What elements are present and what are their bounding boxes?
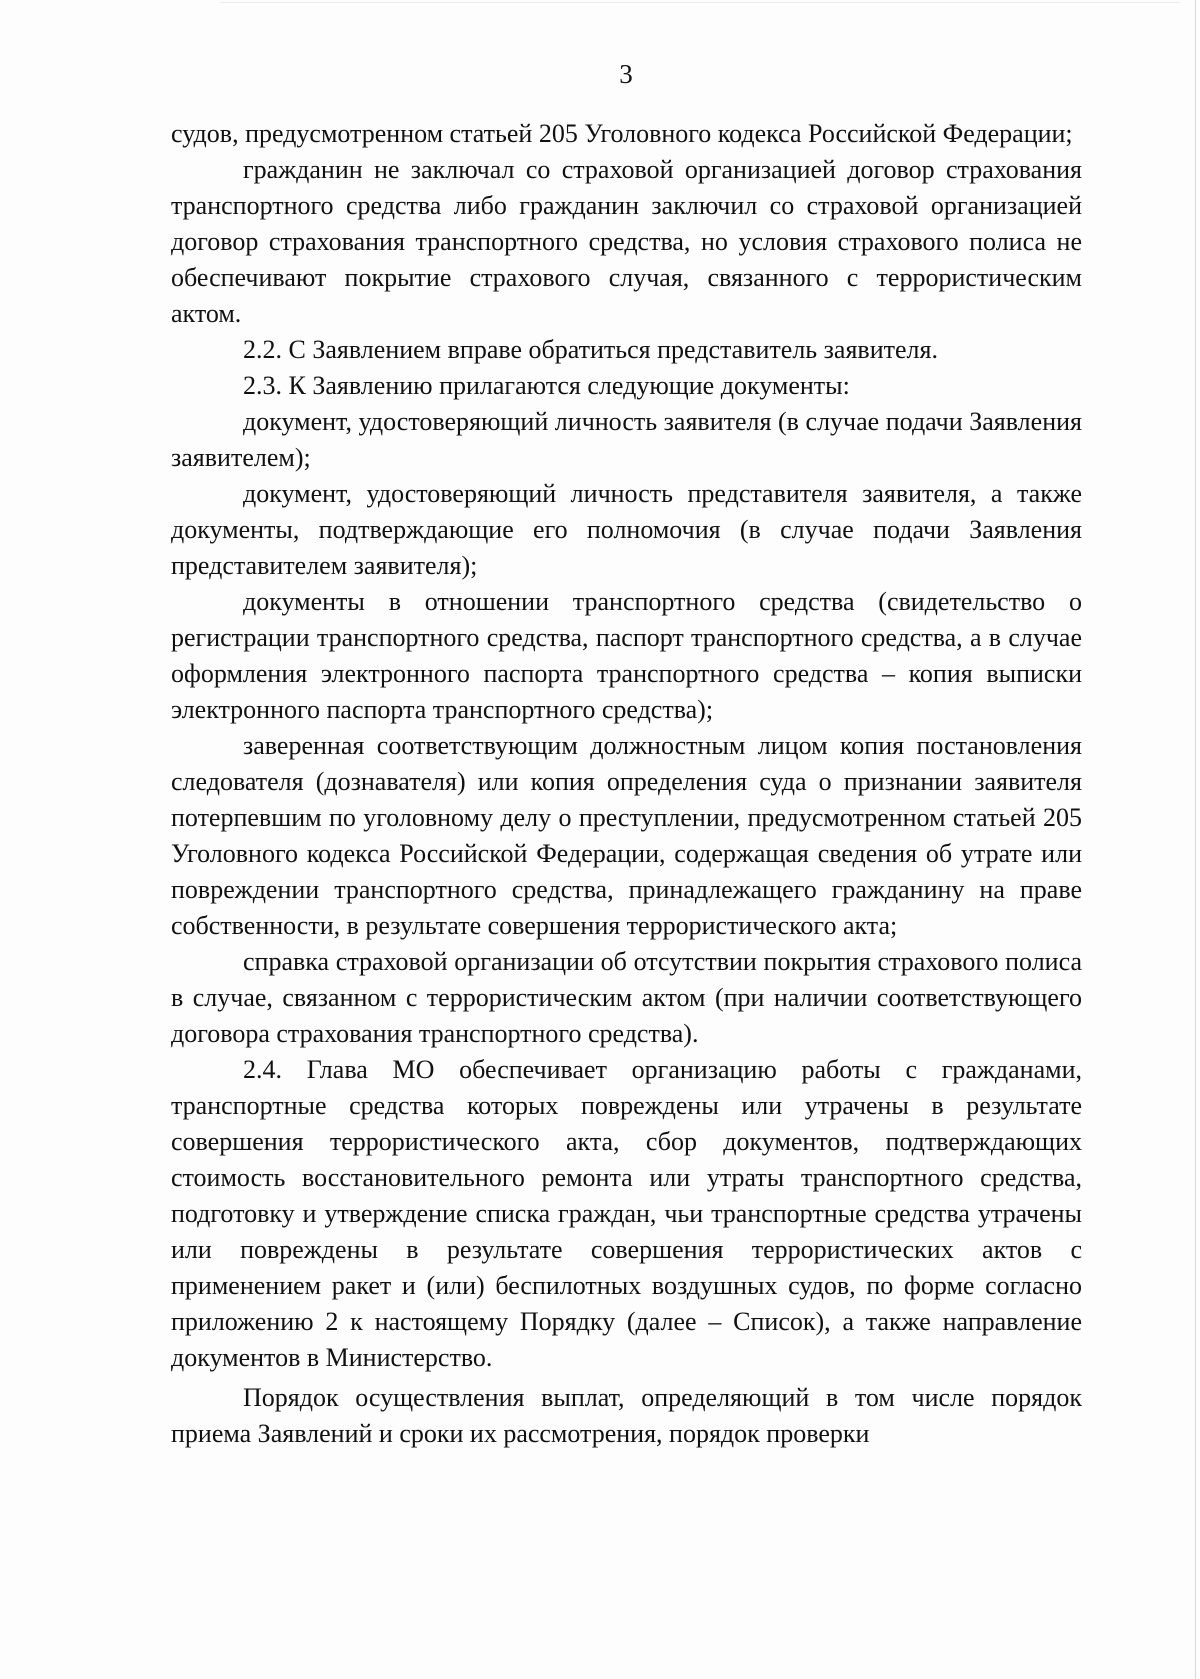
paragraph-2-4: 2.4. Глава МО обеспечивает организацию работы с гражданами, транспортные средства которых повреждены или утрачены в результате совершения террористического акта, сбор документов, подтверждающих стоимость восстановительного ремонта или утраты транспортного средства, подготовку и утверждение списка граждан, чьи транспортные средства утрачены или повреждены в результате совершения террористических актов с применением ракет и (или) беспилотных воздушных судов, по форме согласно приложению 2 к настоящему Порядку (далее – Список), а также направление документов в Министерство. (171, 1055, 1082, 1372)
paragraph-2-3: 2.3. К Заявлению прилагаются следующие документы: (243, 371, 850, 400)
scan-edge-top (220, 2, 1180, 3)
scan-edge-right (1195, 0, 1196, 1679)
paragraph-payment-procedure: Порядок осуществления выплат, определяющий в том числе порядок приема Заявлений и сроки их рассмотрения, порядок проверки (171, 1383, 1082, 1448)
paragraph-vehicle-documents: документы в отношении транспортного средства (свидетельство о регистрации транспортного средства, паспорт транспортного средства, а в случае оформления электронного паспорта транспортного средства – копия выписки электронного паспорта транспортного средства); (171, 587, 1082, 724)
paragraph-insurance-condition: гражданин не заключал со страховой организацией договор страхования транспортного средства либо гражданин заключил со страховой организацией договор страхования транспортного средства, но условия страхового полиса не обеспечивают покрытие страхового случая, связанного с террористическим актом. (171, 155, 1082, 328)
paragraph-representative-document: документ, удостоверяющий личность представителя заявителя, а также документы, подтверждающие его полномочия (в случае подачи Заявления представителем заявителя); (171, 479, 1082, 580)
page-number: 3 (619, 59, 633, 89)
paragraph-identity-document: документ, удостоверяющий личность заявителя (в случае подачи Заявления заявителем); (171, 407, 1082, 472)
paragraph-certified-copy: заверенная соответствующим должностным лицом копия постановления следователя (дознавателя) или копия определения суда о признании заявителя потерпевшим по уголовному делу о преступлении, предусмотренном статьей 205 Уголовного кодекса Российской Федерации, содержащая сведения об утрате или повреждении транспортного средства, принадлежащего гражданину на праве собственности, в результате совершения террористического акта; (171, 731, 1082, 940)
paragraph-2-2: 2.2. С Заявлением вправе обратиться представитель заявителя. (243, 335, 938, 364)
document-body (171, 116, 1082, 1452)
paragraph-continuation: судов, предусмотренном статьей 205 Уголовного кодекса Российской Федерации; (171, 119, 1073, 148)
paragraph-insurance-certificate: справка страховой организации об отсутствии покрытия страхового полиса в случае, связанном с террористическим актом (при наличии соответствующего договора страхования транспортного средства). (171, 947, 1082, 1048)
